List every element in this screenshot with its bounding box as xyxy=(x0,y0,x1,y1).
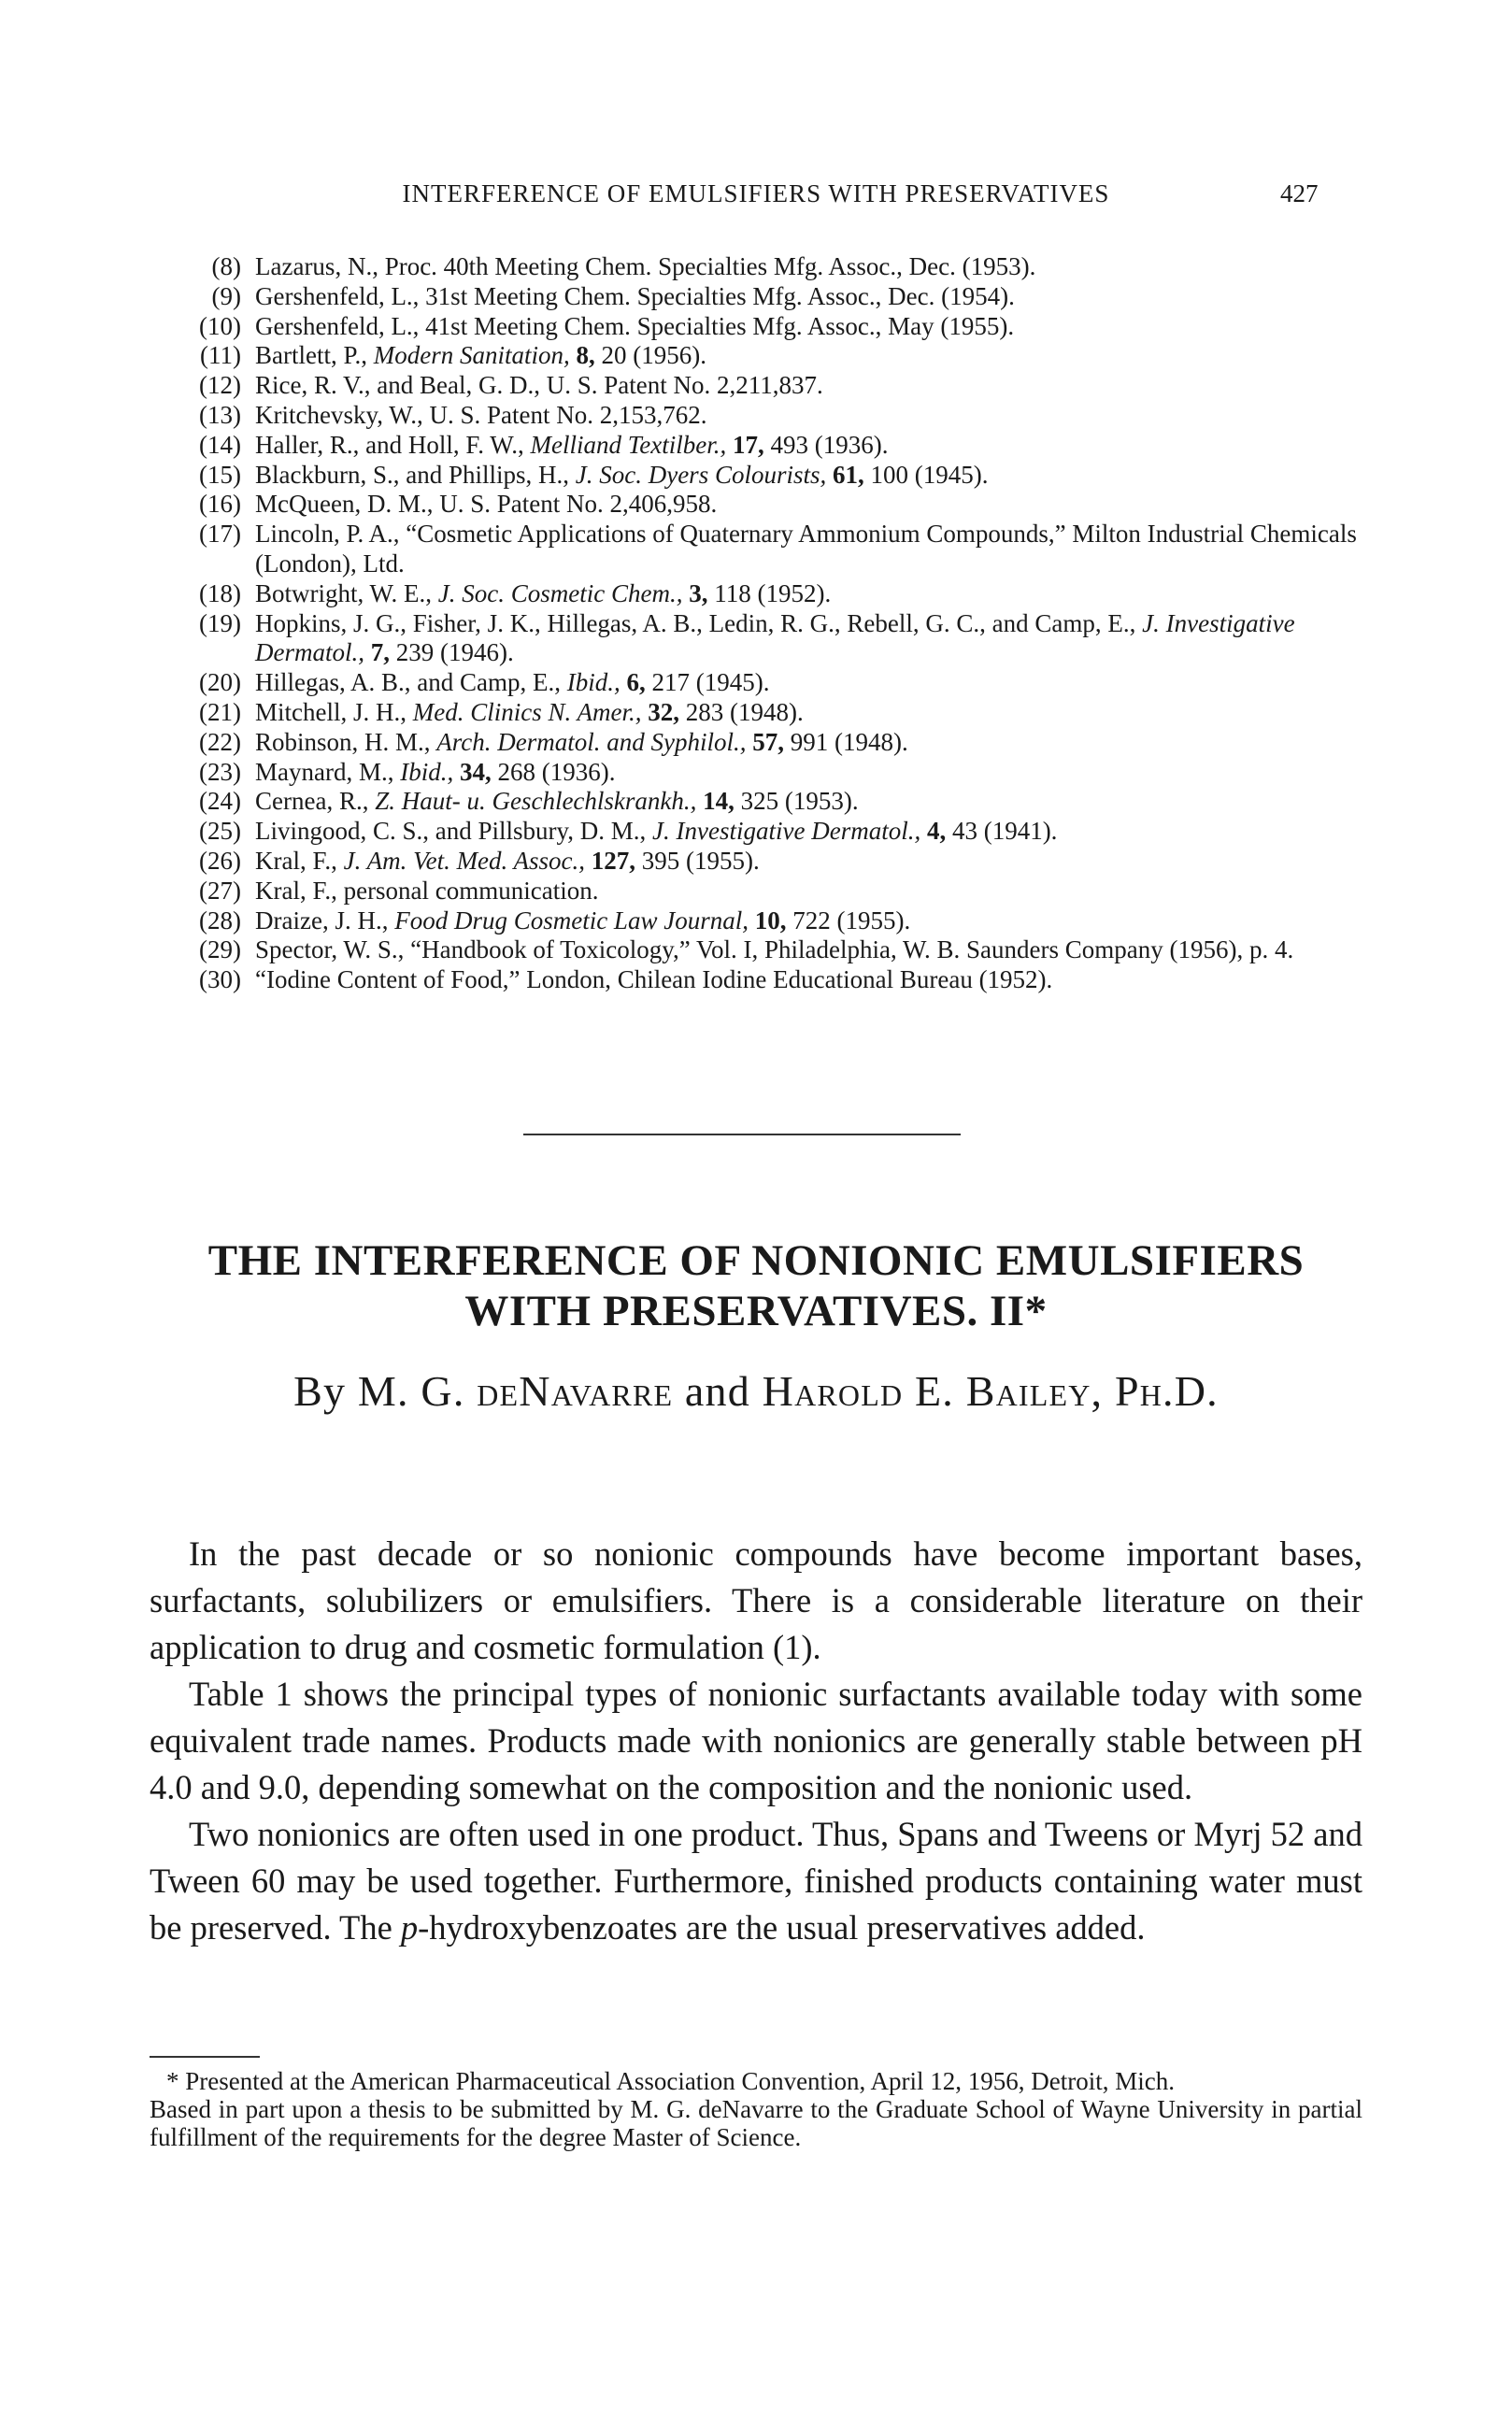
bold-volume: 7, xyxy=(370,638,390,667)
bold-volume: 3, xyxy=(689,578,708,607)
reference-text xyxy=(255,728,1361,758)
text-run: Hillegas, A. B., and Camp, E., xyxy=(255,668,567,697)
reference-number: (19) xyxy=(199,608,241,637)
reference-text xyxy=(255,787,1361,817)
bold-volume: 32, xyxy=(648,697,679,726)
bold-volume: 10, xyxy=(754,906,787,934)
reference-item xyxy=(183,371,1361,401)
author-2: Harold E. Bailey, Ph.D. xyxy=(762,1367,1219,1415)
byline xyxy=(131,1366,1381,1416)
reference-text xyxy=(255,668,1361,698)
text-run: -hydroxybenzoates are the usual preservatives added. xyxy=(418,1908,1146,1947)
reference-text xyxy=(255,282,1361,312)
reference-text xyxy=(255,817,1361,847)
bold-volume: 14, xyxy=(703,787,735,816)
bold-volume: 6, xyxy=(626,668,646,697)
reference-number: (8) xyxy=(211,252,241,280)
article-title-line-1: THE INTERFERENCE OF NONIONIC EMULSIFIERS xyxy=(207,1236,1305,1285)
text-run: 325 (1953). xyxy=(734,787,859,816)
body-text xyxy=(150,1531,1362,1951)
reference-number: (29) xyxy=(199,935,241,964)
reference-item xyxy=(183,520,1361,579)
section-divider xyxy=(523,1134,961,1135)
body-paragraph xyxy=(150,1531,1362,1671)
text-run xyxy=(826,461,833,489)
italic-text: J. Investigative Dermatol., xyxy=(255,608,1295,667)
bold-volume: 61, xyxy=(832,460,864,489)
text-run: 100 (1945). xyxy=(863,460,989,489)
bold-volume: 34, xyxy=(459,757,492,786)
reference-number: (28) xyxy=(199,906,241,934)
reference-item xyxy=(183,787,1361,817)
footnote-rule xyxy=(150,2056,260,2058)
reference-item xyxy=(183,935,1361,965)
reference-item xyxy=(183,282,1361,312)
reference-text xyxy=(255,371,1361,401)
reference-text xyxy=(255,461,1361,491)
reference-text xyxy=(255,965,1361,995)
reference-item xyxy=(183,698,1361,728)
footnotes xyxy=(150,2067,1362,2151)
text-run: 20 (1956). xyxy=(594,341,706,370)
reference-number: (21) xyxy=(199,697,241,726)
text-run: Maynard, M., xyxy=(255,757,401,786)
text-run: Hopkins, J. G., Fisher, J. K., Hillegas, A. B., Ledin, R. G., Rebell, G. C., and Camp, E., xyxy=(255,608,1143,637)
reference-text xyxy=(255,520,1361,579)
article-title xyxy=(131,1235,1381,1336)
reference-number: (24) xyxy=(199,787,241,816)
author-1: M. G. deNavarre xyxy=(357,1367,674,1415)
reference-item xyxy=(183,490,1361,520)
reference-item xyxy=(183,252,1361,282)
reference-number: (23) xyxy=(199,757,241,786)
reference-text xyxy=(255,431,1361,461)
text-run: Lincoln, P. A., “Cosmetic Applications of Quaternary Ammonium Compounds,” Milton Industrial Chemicals (London), Ltd. xyxy=(255,520,1357,578)
reference-item xyxy=(183,461,1361,491)
reference-number: (15) xyxy=(199,460,241,489)
text-run: Blackburn, S., and Phillips, H., xyxy=(255,460,576,489)
reference-item xyxy=(183,431,1361,461)
page-number: 427 xyxy=(1280,179,1319,207)
text-run xyxy=(364,638,371,666)
text-run xyxy=(749,906,755,934)
text-run: Livingood, C. S., and Pillsbury, D. M., xyxy=(255,817,653,846)
reference-number: (17) xyxy=(199,520,241,549)
reference-item xyxy=(183,728,1361,758)
reference-text xyxy=(255,490,1361,520)
reference-text xyxy=(255,877,1361,906)
reference-text xyxy=(255,758,1361,788)
reference-item xyxy=(183,847,1361,877)
text-run: Rice, R. V., and Beal, G. D., U. S. Patent No. 2,211,837. xyxy=(255,371,823,400)
reference-item xyxy=(183,312,1361,342)
text-run: 283 (1948). xyxy=(679,697,804,726)
reference-item xyxy=(183,965,1361,995)
reference-number: (30) xyxy=(199,965,241,994)
reference-item xyxy=(183,817,1361,847)
text-run xyxy=(453,758,460,786)
text-run: Robinson, H. M., xyxy=(255,727,437,756)
footnote-presented: * Presented at the American Pharmaceutical Association Convention, April 12, 1956, Detroit, Mich. xyxy=(166,2067,1176,2095)
text-run: 395 (1955). xyxy=(635,846,760,875)
footnote-thesis: Based in part upon a thesis to be submitted by M. G. deNavarre to the Graduate School of Wayne University in partial fulfillment of the requirements for the degree Master of Science. xyxy=(150,2095,1362,2151)
reference-item xyxy=(183,401,1361,431)
text-run: In the past decade or so nonionic compounds have become important bases, surfactants, solubilizers or emulsifiers. There is a considerable literature on their application to drug and cosmetic formulation (1). xyxy=(150,1534,1362,1666)
italic-text: p xyxy=(400,1908,419,1947)
italic-text: Melliand Textilber., xyxy=(530,430,727,459)
text-run: 493 (1936). xyxy=(763,430,889,459)
italic-text: Ibid., xyxy=(400,757,454,786)
bold-volume: 8, xyxy=(576,341,595,370)
bold-volume: 4, xyxy=(926,817,947,846)
italic-text: J. Am. Vet. Med. Assoc., xyxy=(343,846,586,875)
italic-text: Med. Clinics N. Amer., xyxy=(412,697,642,726)
reference-text xyxy=(255,252,1361,282)
text-run: Kral, F., personal communication. xyxy=(255,876,599,905)
reference-number: (22) xyxy=(199,727,241,756)
text-run: 217 (1945). xyxy=(645,668,770,697)
text-run: Cernea, R., xyxy=(255,787,376,816)
byline-and: and xyxy=(673,1367,763,1415)
text-run: Table 1 shows the principal types of nonionic surfactants available today with some equivalent trade names. Products made with nonionics are generally stable between pH 4.0 and 9.0, depending somewhat on the composition and the nonionic used. xyxy=(150,1675,1362,1806)
text-run: Two nonionics are often used in one product. Thus, Spans and Tweens or Myrj 52 and Tween 60 may be used together. Furthermore, finished products containing water must be preserved. The xyxy=(150,1815,1362,1947)
bold-volume: 57, xyxy=(752,727,784,756)
text-run: Mitchell, J. H., xyxy=(255,697,413,726)
reference-text xyxy=(255,579,1361,609)
reference-number: (27) xyxy=(199,876,241,905)
reference-item xyxy=(183,579,1361,609)
reference-number: (26) xyxy=(199,846,241,875)
reference-text xyxy=(255,906,1361,936)
article-title-line-2: WITH PRESERVATIVES. II* xyxy=(464,1287,1048,1335)
reference-text xyxy=(255,609,1361,669)
text-run: Kritchevsky, W., U. S. Patent No. 2,153,762. xyxy=(255,400,707,429)
text-run: Gershenfeld, L., 31st Meeting Chem. Specialties Mfg. Assoc., Dec. (1954). xyxy=(255,281,1015,310)
text-run: 991 (1948). xyxy=(784,727,908,756)
text-run: Draize, J. H., xyxy=(255,906,395,934)
italic-text: J. Soc. Dyers Colourists, xyxy=(575,460,827,489)
text-run xyxy=(570,341,577,369)
reference-text xyxy=(255,935,1361,965)
reference-text xyxy=(255,698,1361,728)
reference-number: (9) xyxy=(211,281,241,310)
reference-list xyxy=(183,252,1361,995)
italic-text: Food Drug Cosmetic Law Journal, xyxy=(394,906,749,934)
text-run: Botwright, W. E., xyxy=(255,578,438,607)
text-run: Kral, F., xyxy=(255,846,344,875)
reference-text xyxy=(255,401,1361,431)
text-run xyxy=(585,847,592,875)
reference-item xyxy=(183,668,1361,698)
reference-item xyxy=(183,341,1361,371)
reference-item xyxy=(183,906,1361,936)
reference-number: (16) xyxy=(199,490,241,519)
text-run: Bartlett, P., xyxy=(255,341,374,370)
reference-text xyxy=(255,847,1361,877)
reference-number: (25) xyxy=(199,817,241,846)
italic-text: Ibid., xyxy=(566,668,620,697)
reference-number: (14) xyxy=(199,430,241,459)
reference-number: (13) xyxy=(199,400,241,429)
body-paragraph xyxy=(150,1811,1362,1951)
reference-number: (11) xyxy=(200,341,241,370)
running-head: INTERFERENCE OF EMULSIFIERS WITH PRESERVATIVES xyxy=(402,179,1110,207)
text-run: Lazarus, N., Proc. 40th Meeting Chem. Specialties Mfg. Assoc., Dec. (1953). xyxy=(255,252,1036,280)
text-run: 722 (1955). xyxy=(786,906,911,934)
text-run: Haller, R., and Holl, F. W., xyxy=(255,430,531,459)
italic-text: J. Investigative Dermatol., xyxy=(652,817,921,846)
text-run: 118 (1952). xyxy=(707,578,832,607)
text-run: 43 (1941). xyxy=(946,817,1058,846)
italic-text: Arch. Dermatol. and Syphilol., xyxy=(436,727,747,756)
text-run: Gershenfeld, L., 41st Meeting Chem. Specialties Mfg. Assoc., May (1955). xyxy=(255,311,1015,340)
reference-number: (12) xyxy=(199,371,241,400)
italic-text: Z. Haut- u. Geschlechlskrankh., xyxy=(375,787,697,816)
byline-by: By xyxy=(293,1367,358,1415)
bold-volume: 127, xyxy=(591,846,636,875)
body-paragraph xyxy=(150,1671,1362,1811)
text-run: “Iodine Content of Food,” London, Chilean Iodine Educational Bureau (1952). xyxy=(255,965,1053,994)
reference-number: (18) xyxy=(199,578,241,607)
reference-number: (10) xyxy=(199,311,241,340)
text-run: McQueen, D. M., U. S. Patent No. 2,406,958. xyxy=(255,490,718,519)
text-run xyxy=(726,431,733,459)
reference-text xyxy=(255,341,1361,371)
text-run: Spector, W. S., “Handbook of Toxicology,” Vol. I, Philadelphia, W. B. Saunders Company (1956), p. 4. xyxy=(255,935,1294,964)
reference-item xyxy=(183,609,1361,669)
italic-text: J. Soc. Cosmetic Chem., xyxy=(437,578,683,607)
reference-number: (20) xyxy=(199,668,241,697)
reference-item xyxy=(183,758,1361,788)
reference-text xyxy=(255,312,1361,342)
text-run xyxy=(920,817,927,845)
italic-text: Modern Sanitation, xyxy=(373,341,570,370)
bold-volume: 17, xyxy=(733,430,764,459)
reference-item xyxy=(183,877,1361,906)
text-run: 268 (1936). xyxy=(491,757,616,786)
text-run: 239 (1946). xyxy=(390,638,514,667)
